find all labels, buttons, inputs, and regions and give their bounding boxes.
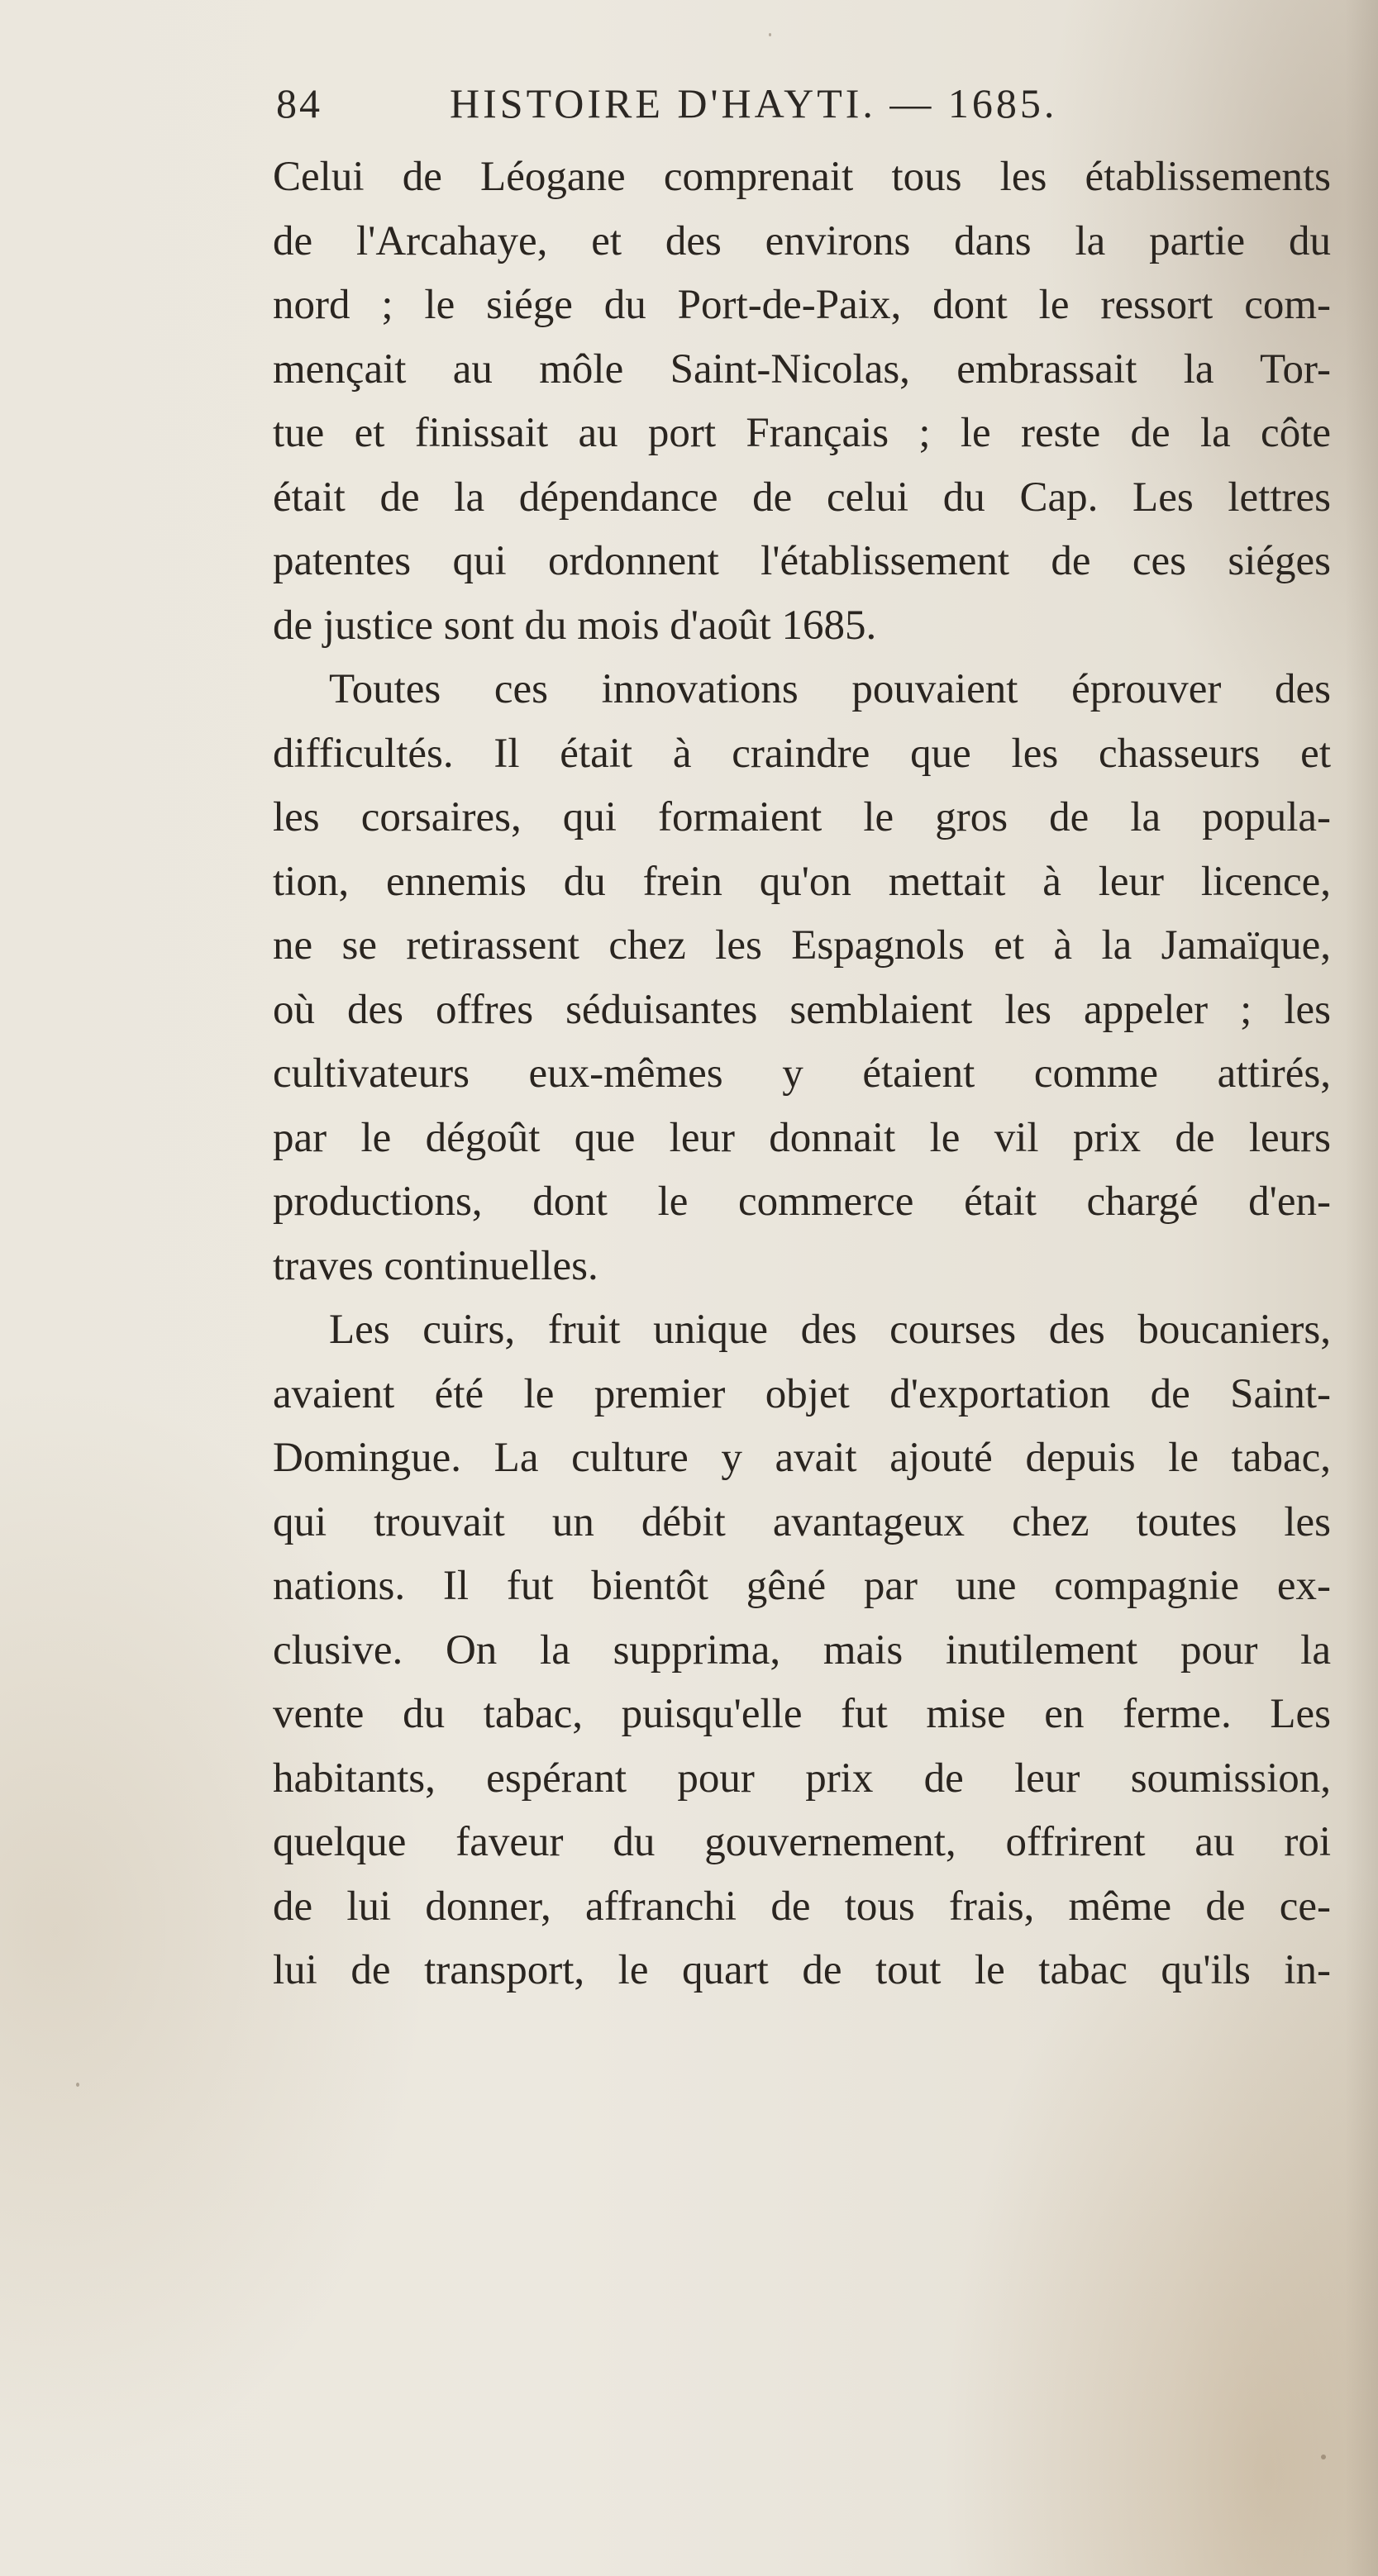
paper-speck (76, 2083, 79, 2087)
text-line: Toutes ces innovations pouvaient éprouver des (329, 666, 1331, 712)
text-line: productions, dont le commerce était chargé d'en- (273, 1178, 1331, 1225)
body-text (273, 145, 1331, 2003)
text-line: de lui donner, affranchi de tous frais, même de ce- (273, 1883, 1331, 1930)
page-number: 84 (276, 80, 322, 126)
text-line: nations. Il fut bientôt gêné par une compagnie ex- (273, 1563, 1331, 1609)
text-line: Domingue. La culture y avait ajouté depuis le tabac, (273, 1435, 1331, 1481)
text-line: tion, ennemis du frein qu'on mettait à leur licence, (273, 858, 1331, 905)
text-line: mençait au môle Saint-Nicolas, embrassait la Tor- (273, 345, 1331, 393)
text-line: cultivateurs eux-mêmes y étaient comme attirés, (273, 1050, 1331, 1097)
paragraph-2 (273, 658, 1331, 1298)
text-line: par le dégoût que leur donnait le vil prix de leurs (273, 1114, 1331, 1161)
text-line: difficultés. Il était à craindre que les chasseurs et (273, 730, 1331, 777)
paragraph-1 (273, 145, 1331, 658)
text-line: Les cuirs, fruit unique des courses des boucaniers, (329, 1307, 1331, 1353)
text-line: quelque faveur du gouvernement, offrirent au roi (273, 1819, 1331, 1865)
text-line: ne se retirassent chez les Espagnols et à la Jamaïque, (273, 922, 1331, 969)
text-line: Celui de Léogane comprenait tous les établissements (273, 154, 1331, 200)
text-line: les corsaires, qui formaient le gros de la popula- (273, 794, 1331, 840)
text-line: de l'Arcahaye, et des environs dans la partie du (273, 217, 1331, 264)
text-line: lui de transport, le quart de tout le tabac qu'ils in- (273, 1947, 1331, 1993)
text-line: habitants, espérant pour prix de leur soumission, (273, 1755, 1331, 1802)
page-edge-shadow (1345, 0, 1378, 2576)
running-title: HISTOIRE D'HAYTI. — 1685. (450, 80, 1058, 126)
text-line: traves continuelles. (273, 1242, 598, 1289)
text-line: était de la dépendance de celui du Cap. Les lettres (273, 474, 1331, 521)
text-line: patentes qui ordonnent l'établissement de ces siéges (273, 538, 1331, 584)
text-line: clusive. On la supprima, mais inutilement pour la (273, 1626, 1331, 1674)
text-line: qui trouvait un débit avantageux chez toutes les (273, 1498, 1331, 1545)
paragraph-3 (273, 1298, 1331, 2003)
running-header (276, 79, 1326, 137)
text-line: vente du tabac, puisqu'elle fut mise en ferme. Les (273, 1691, 1331, 1737)
text-line: avaient été le premier objet d'exportation de Saint- (273, 1370, 1331, 1417)
paper-speck (769, 33, 771, 36)
text-line: où des offres séduisantes semblaient les appeler ; les (273, 986, 1331, 1033)
text-line: de justice sont du mois d'août 1685. (273, 602, 877, 649)
text-line: nord ; le siége du Port-de-Paix, dont le ressort com- (273, 282, 1331, 328)
paper-speck (1321, 2455, 1326, 2459)
text-line: tue et finissait au port Français ; le reste de la côte (273, 410, 1331, 456)
